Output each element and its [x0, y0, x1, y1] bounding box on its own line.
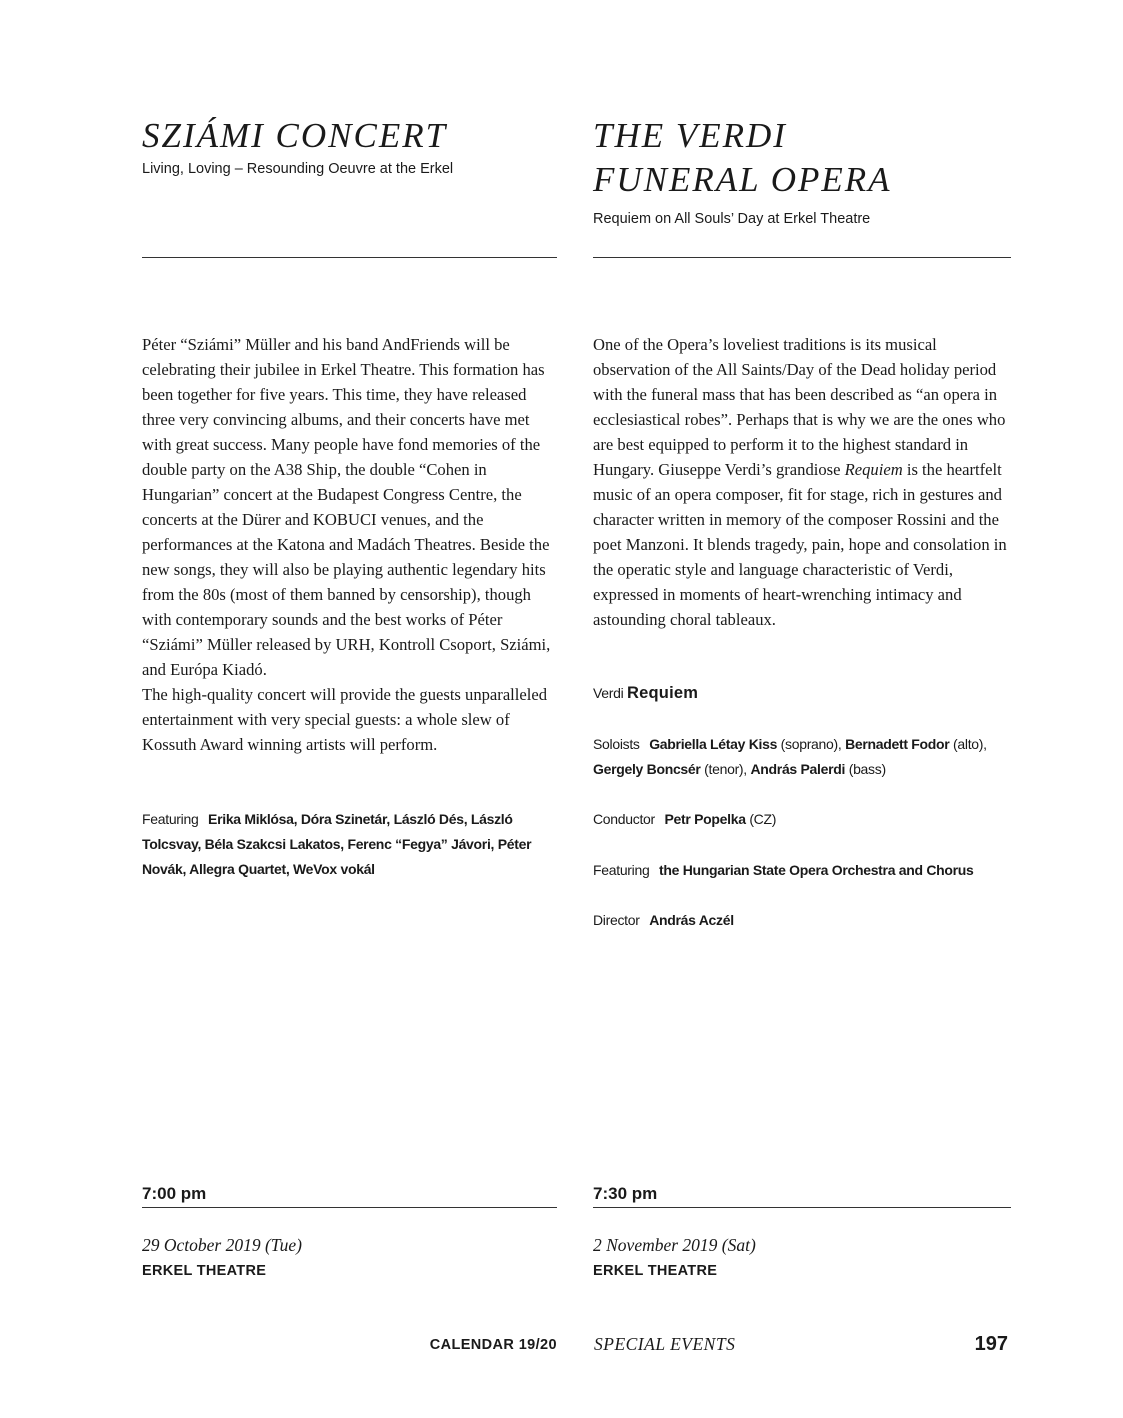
- event-venue: ERKEL THEATRE: [142, 1263, 267, 1279]
- soloist-voice: (tenor),: [704, 761, 747, 777]
- conductor-name: Petr Popelka: [664, 811, 746, 827]
- event-time: 7:30 pm: [593, 1184, 658, 1203]
- footer-section-label: SPECIAL EVENTS: [594, 1334, 736, 1354]
- divider: [142, 1207, 557, 1208]
- description-text: One of the Opera’s loveliest traditions is its musical observation of the All Saints/Day of the Dead holiday period with the funeral mass that has been described as “an opera in ecclesiastical robes”. Perhaps that is why we are the ones who are best equipped to perform it to the highest standard in Hungary. Giuseppe Verdi’s grandiose: [593, 335, 1006, 479]
- soloist-voice: (soprano),: [780, 736, 842, 752]
- event-description: [593, 332, 1011, 632]
- composer-name: Verdi: [593, 685, 624, 701]
- event-subtitle: Requiem on All Souls’ Day at Erkel Theatre: [593, 211, 871, 227]
- divider: [142, 257, 557, 258]
- soloist-name: András Palerdi: [750, 761, 846, 777]
- event-venue: ERKEL THEATRE: [593, 1263, 718, 1279]
- divider: [593, 257, 1011, 258]
- event-date: 29 October 2019 (Tue): [142, 1235, 302, 1255]
- event-title: SZIÁMI CONCERT: [142, 116, 448, 155]
- featuring-label: Featuring: [142, 811, 199, 827]
- featuring-names: Erika Miklósa, Dóra Szinetár, László Dés, László Tolcsvay, Béla Szakcsi Lakatos, Ferenc “Fegya” Jávori, Péter Novák, Allegra Quartet, WeVox vokál: [142, 811, 532, 877]
- featuring-names: the Hungarian State Opera Orchestra and Chorus: [659, 862, 974, 878]
- soloist-name: Gergely Boncsér: [593, 761, 701, 777]
- divider: [593, 1207, 1011, 1208]
- event-date: 2 November 2019 (Sat): [593, 1235, 756, 1255]
- soloist-voice: (alto),: [953, 736, 987, 752]
- event-description: [142, 332, 557, 757]
- event-title: THE VERDI FUNERAL OPERA: [593, 116, 892, 199]
- description-paragraph: [593, 332, 1011, 632]
- featuring-label: Featuring: [593, 862, 650, 878]
- director-label: Director: [593, 912, 640, 928]
- event-time: 7:00 pm: [142, 1184, 207, 1203]
- soloist-name: Gabriella Létay Kiss: [649, 736, 778, 752]
- director-name: András Aczél: [649, 912, 734, 928]
- description-text: is the heartfelt music of an opera composer, fit for stage, rich in gestures and character written in memory of the composer Rossini and the poet Manzoni. It blends tragedy, pain, hope and consolation in the operatic style and language characteristic of Verdi, expressed in moments of heart-wrenching intimacy and astounding choral tableaux.: [593, 460, 1007, 629]
- director-credit: [593, 908, 1011, 933]
- description-paragraph: The high-quality concert will provide the guests unparalleled entertainment with very special guests: a whole slew of Kossuth Award winning artists will perform.: [142, 685, 548, 754]
- description-paragraph: Péter “Sziámi” Müller and his band AndFriends will be celebrating their jubilee in Erkel Theatre. This formation has been together for five years. This time, they have released three very convincing albums, and their concerts have met with great success. Many people have fond memories of the double party on the A38 Ship, the double “Cohen in Hungarian” concert at the Budapest Congress Centre, the concerts at the Dürer and KOBUCI venues, and the performances at the Katona and Madách Theatres. Beside the new songs, they will also be playing authentic legendary hits from the 80s (most of them banned by censorship), though with contemporary sounds and the best works of Péter “Sziámi” Müller released by URH, Kontroll Csoport, Sziámi, and Európa Kiadó.: [142, 335, 551, 679]
- featuring-credit: [593, 858, 1011, 883]
- soloist-name: Bernadett Fodor: [845, 736, 950, 752]
- conductor-note: (CZ): [749, 811, 777, 827]
- soloist-voice: (bass): [848, 761, 886, 777]
- page-number: 197: [974, 1333, 1008, 1355]
- conductor-credit: [593, 807, 1011, 832]
- soloists-credit: [593, 732, 1011, 782]
- featuring-credit: [142, 807, 557, 882]
- footer-calendar-label: CALENDAR 19/20: [429, 1337, 557, 1353]
- soloists-label: Soloists: [593, 736, 640, 752]
- programme-credit: [593, 681, 1011, 706]
- work-title: Requiem: [627, 684, 699, 702]
- event-subtitle: Living, Loving – Resounding Oeuvre at the Erkel: [142, 161, 454, 177]
- work-title-italic: Requiem: [844, 460, 903, 479]
- conductor-label: Conductor: [593, 811, 655, 827]
